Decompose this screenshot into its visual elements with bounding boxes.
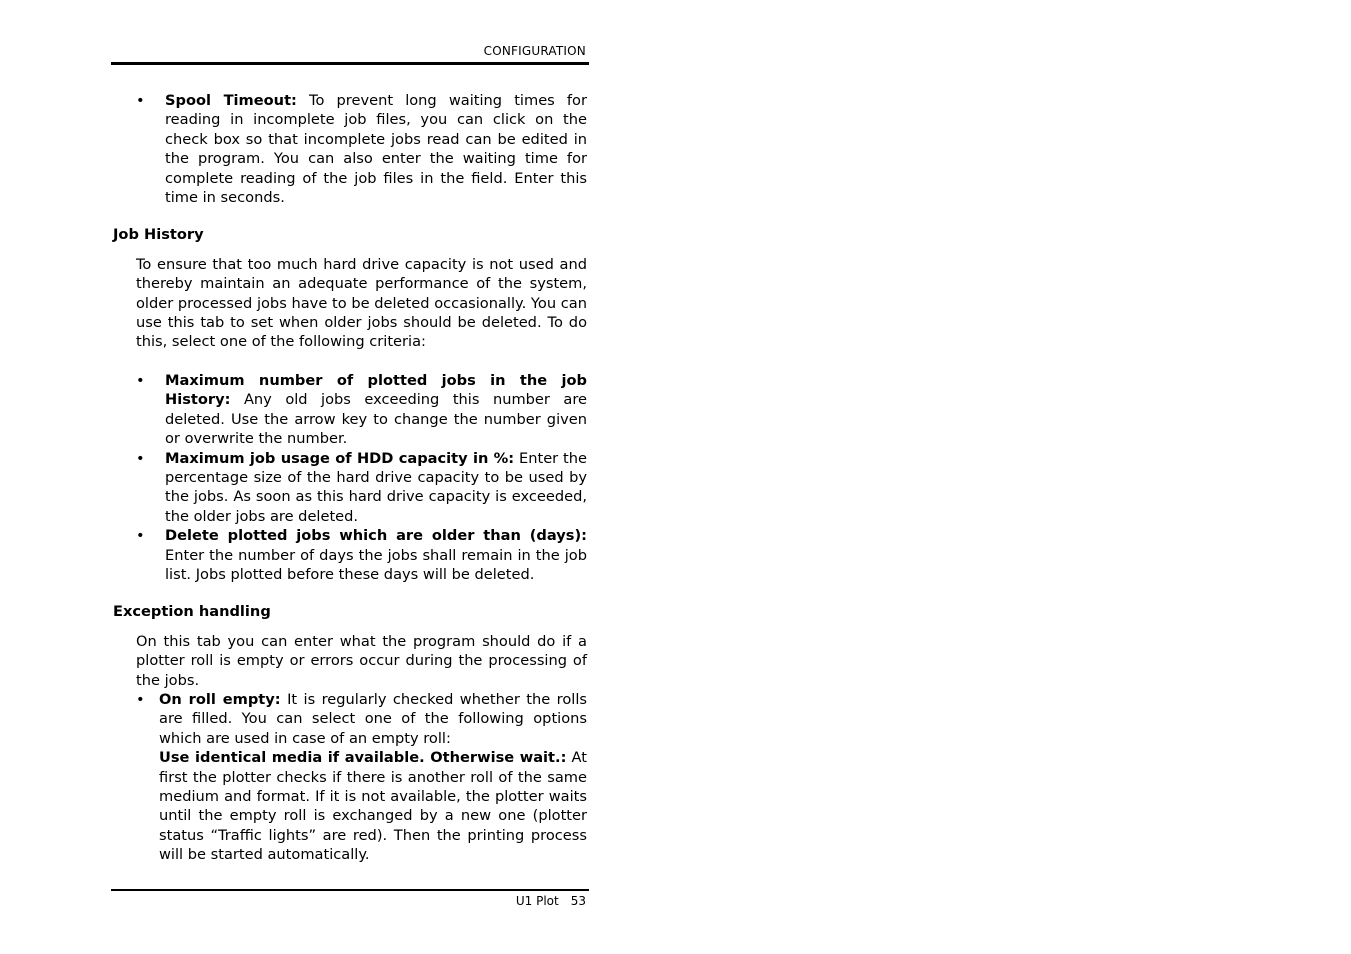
term-identical-media: Use identical media if available. Otherwise wait.: — [159, 749, 567, 767]
desc-on-roll-empty: It is regularly checked whether the rolls are filled. You can select one of the following options which are used in case of an empty roll: — [159, 690, 587, 747]
exception-intro: On this tab you can enter what the program should do if a plotter roll is empty or errors occur during the processing of the jobs. — [136, 632, 587, 689]
page-footer — [516, 894, 586, 908]
roll-empty-paragraph — [159, 690, 587, 748]
page-number: 53 — [570, 894, 586, 908]
term-spool-timeout: Spool Timeout: — [165, 92, 297, 109]
footer-product: U1 Plot — [515, 894, 559, 908]
running-header: CONFIGURATION — [483, 44, 586, 58]
heading-job-history: Job History — [113, 226, 204, 244]
term-delete-older-jobs: Delete plotted jobs which are older than (days): — [165, 527, 587, 545]
spool-list — [136, 91, 587, 207]
document-page — [111, 0, 589, 954]
desc-delete-older-jobs: Enter the number of days the jobs shall remain in the job list. Jobs plotted before these days will be deleted. — [165, 546, 587, 583]
list-item-on-roll-empty — [136, 690, 587, 865]
desc-max-plotted-jobs: Any old jobs exceeding this number are deleted. Use the arrow key to change the number given or overwrite the number. — [165, 391, 587, 448]
list-item-max-hdd-usage — [136, 449, 587, 527]
desc-identical-media: At first the plotter checks if there is another roll of the same medium and format. If it is not available, the plotter waits until the empty roll is exchanged by a new one (plotter status “Traffic lights” are red). Then the printing process will be started automatically. — [159, 749, 588, 864]
list-item-max-plotted-jobs — [136, 371, 587, 449]
desc-max-hdd-usage: Enter the percentage size of the hard drive capacity to be used by the jobs. As soon as this hard drive capacity is exceeded, the older jobs are deleted. — [165, 449, 588, 525]
list-item-delete-older-jobs — [136, 526, 587, 584]
term-max-plotted-jobs: Maximum number of plotted jobs in the job History: — [165, 371, 587, 409]
heading-exception-handling: Exception handling — [113, 603, 271, 621]
identical-media-paragraph — [159, 748, 587, 864]
header-rule — [111, 62, 589, 65]
exception-list — [136, 690, 587, 865]
job-history-criteria-list — [136, 371, 587, 584]
term-max-hdd-usage: Maximum job usage of HDD capacity in %: — [165, 449, 515, 467]
job-history-intro: To ensure that too much hard drive capacity is not used and thereby maintain an adequate performance of the system, older processed jobs have to be deleted occasionally. You can use this tab to set when older jobs should be deleted. To do this, select one of the following criteria: — [136, 255, 587, 351]
page-body — [111, 91, 587, 865]
footer-rule — [111, 889, 589, 891]
term-on-roll-empty: On roll empty: — [159, 690, 281, 708]
list-item-spool-timeout — [136, 91, 587, 207]
desc-spool-timeout: To prevent long waiting times for reading in incomplete job files, you can click on the check box so that incomplete jobs read can be edited in the program. You can also enter the waiting time for complete reading of the job files in the field. Enter this time in seconds. — [165, 92, 587, 207]
